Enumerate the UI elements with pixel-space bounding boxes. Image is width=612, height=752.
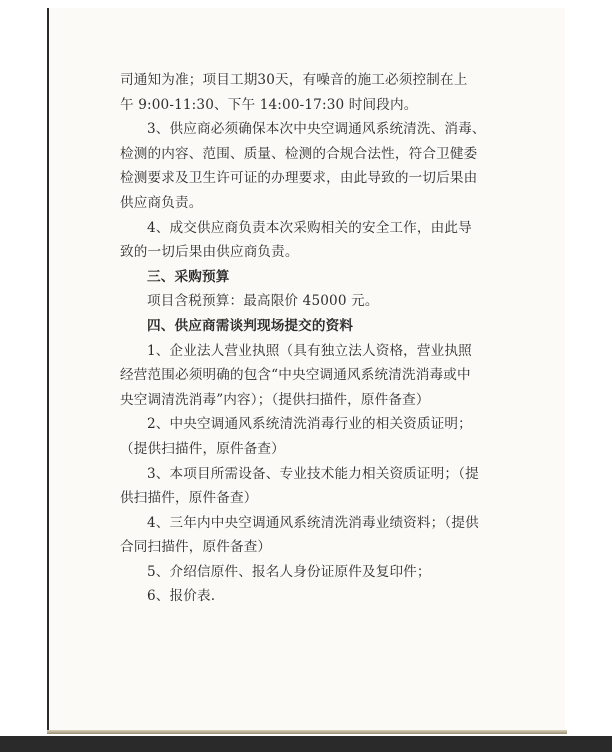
text-line: 供应商负责。 bbox=[120, 194, 203, 211]
text-line: 经营范围必须明确的包含“中央空调通风系统清洗消毒或中 bbox=[120, 367, 471, 384]
scan-edge-bottom bbox=[47, 730, 567, 734]
text-line: 2、中央空调通风系统清洗消毒行业的相关资质证明； bbox=[147, 416, 472, 433]
section-heading: 三、采购预算 bbox=[147, 268, 230, 285]
text-line: 6、报价表. bbox=[147, 588, 216, 605]
text-line: 3、供应商必须确保本次中央空调通风系统清洗、消毒、 bbox=[147, 121, 486, 138]
text-line: 检测的内容、范围、质量、检测的合规合法性，符合卫健委 bbox=[120, 145, 478, 162]
document-body bbox=[120, 68, 500, 609]
text-line: 致的一切后果由供应商负责。 bbox=[120, 244, 299, 261]
text-line: 1、企业法人营业执照（具有独立法人资格，营业执照 bbox=[147, 342, 472, 359]
text-line: 司通知为准；项目工期30天，有噪音的施工必须控制在上 bbox=[120, 72, 468, 88]
text-line: 央空调清洗消毒”内容）；（提供扫描件，原件备查） bbox=[120, 391, 430, 408]
text-line: 5、介绍信原件、报名人身份证原件及复印件； bbox=[147, 563, 431, 580]
text-line: （提供扫描件，原件备查） bbox=[120, 440, 285, 457]
scan-background bbox=[0, 736, 612, 752]
section-heading: 四、供应商需谈判现场提交的资料 bbox=[147, 317, 354, 334]
text-line: 合同扫描件，原件备查） bbox=[120, 539, 272, 556]
text-line: 检测要求及卫生许可证的办理要求，由此导致的一切后果由 bbox=[120, 170, 478, 187]
text-line: 项目含税预算：最高限价 45000 元。 bbox=[147, 293, 379, 310]
text-line: 午 9:00-11:30、下午 14:00-17:30 时间段内。 bbox=[120, 96, 418, 113]
scan-edge-left bbox=[47, 8, 49, 732]
text-line: 4、三年内中央空调通风系统清洗消毒业绩资料；（提供 bbox=[147, 514, 479, 531]
text-line: 3、本项目所需设备、专业技术能力相关资质证明；（提 bbox=[147, 465, 479, 482]
text-line: 供扫描件，原件备查） bbox=[120, 490, 258, 507]
text-line: 4、成交供应商负责本次采购相关的安全工作，由此导 bbox=[147, 219, 472, 236]
